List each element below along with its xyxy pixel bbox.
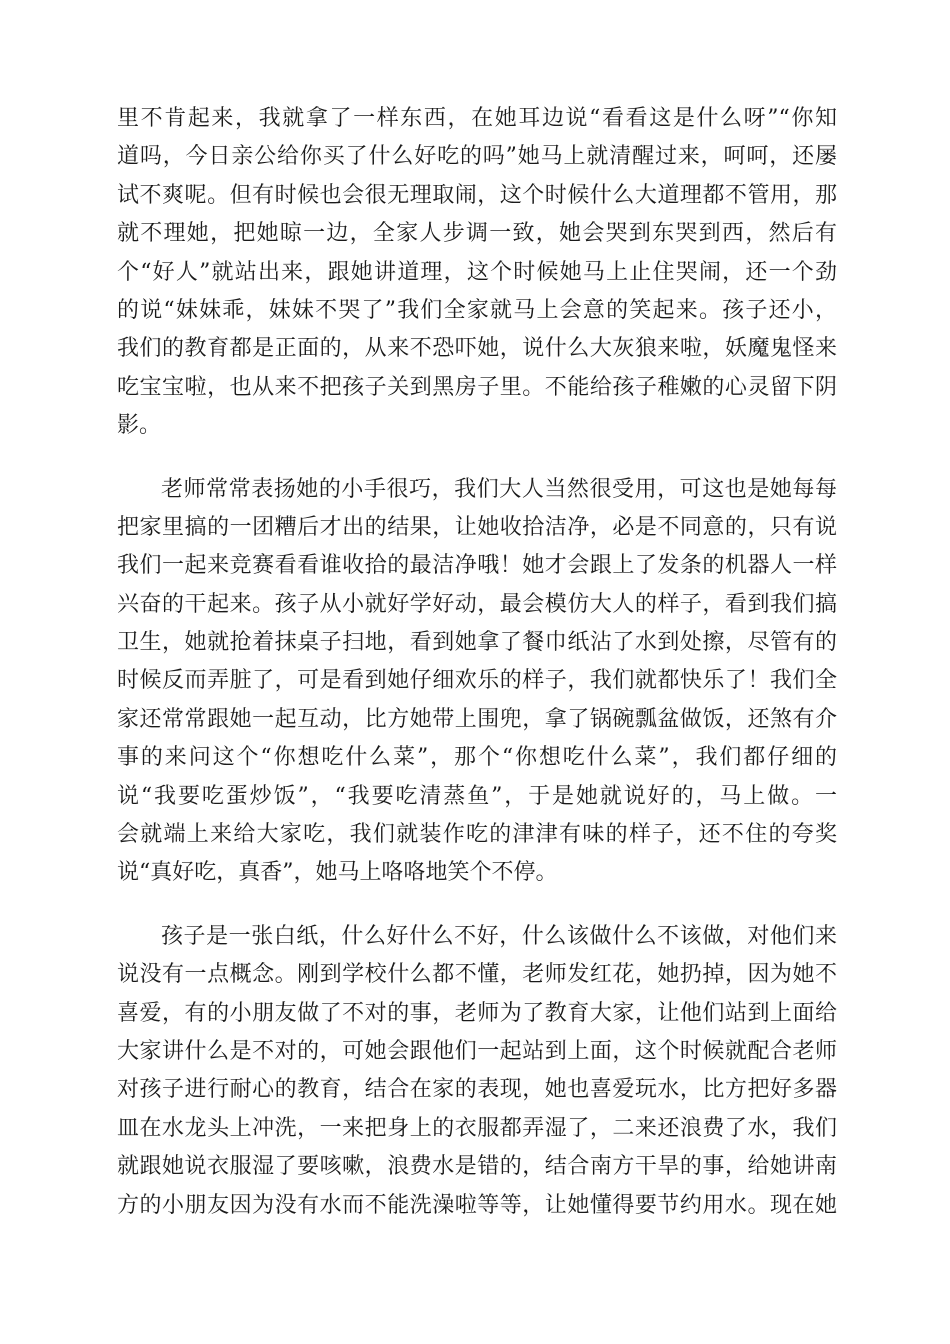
text-line: 把家里搞的一团糟后才出的结果，让她收拾洁净，必是不同意的，只有说 <box>117 514 837 540</box>
text-line: 皿在水龙头上冲洗，一来把身上的衣服都弄湿了，二来还浪费了水，我们 <box>117 1115 837 1141</box>
text-line: 事的来问这个“你想吃什么菜”，那个“你想吃什么菜”，我们都仔细的 <box>117 745 837 771</box>
text-line: 家还常常跟她一起互动，比方她带上围兜，拿了锅碗瓢盆做饭，还煞有介 <box>117 706 837 732</box>
text-line: 我们的教育都是正面的，从来不恐吓她，说什么大灰狼来啦，妖魔鬼怪来 <box>117 336 837 362</box>
text-line: 方的小朋友因为没有水而不能洗澡啦等等，让她懂得要节约用水。现在她 <box>117 1192 837 1218</box>
text-line: 时候反而弄脏了，可是看到她仔细欢乐的样子，我们就都快乐了！我们全 <box>117 668 837 694</box>
text-line: 影。 <box>117 413 162 439</box>
text-line: 说“真好吃，真香”，她马上咯咯地笑个不停。 <box>117 860 558 886</box>
text-line: 道吗，今日亲公给你买了什么好吃的吗”她马上就清醒过来，呵呵，还屡 <box>117 144 837 170</box>
text-line: 说“我要吃蛋炒饭”，“我要吃清蒸鱼”，于是她就说好的，马上做。一 <box>117 783 837 809</box>
text-line: 老师常常表扬她的小手很巧，我们大人当然很受用，可这也是她每每 <box>161 476 837 502</box>
paragraph-1 <box>117 100 837 446</box>
text-line: 个“好人”就站出来，跟她讲道理，这个时候她马上止住哭闹，还一个劲 <box>117 259 837 285</box>
text-line: 就不理她，把她晾一边，全家人步调一致，她会哭到东哭到西，然后有 <box>117 221 837 247</box>
paragraph-spacing <box>117 446 837 471</box>
document-body <box>117 100 837 1225</box>
text-line: 试不爽呢。但有时候也会很无理取闹，这个时候什么大道理都不管用，那 <box>117 182 837 208</box>
text-line: 的说“妹妹乖，妹妹不哭了”我们全家就马上会意的笑起来。孩子还小， <box>117 297 837 323</box>
text-line: 会就端上来给大家吃，我们就装作吃的津津有味的样子，还不住的夸奖 <box>117 822 837 848</box>
text-line: 说没有一点概念。刚到学校什么都不懂，老师发红花，她扔掉，因为她不 <box>117 962 837 988</box>
text-line: 我们一起来竞赛看看谁收拾的最洁净哦！她才会跟上了发条的机器人一样 <box>117 553 837 579</box>
text-line: 兴奋的干起来。孩子从小就好学好动，最会模仿大人的样子，看到我们搞 <box>117 591 837 617</box>
text-line: 孩子是一张白纸，什么好什么不好，什么该做什么不该做，对他们来 <box>161 923 837 949</box>
text-line: 喜爱，有的小朋友做了不对的事，老师为了教育大家，让他们站到上面给 <box>117 1000 837 1026</box>
text-line: 吃宝宝啦，也从来不把孩子关到黑房子里。不能给孩子稚嫩的心灵留下阴 <box>117 374 837 400</box>
text-line: 对孩子进行耐心的教育，结合在家的表现，她也喜爱玩水，比方把好多器 <box>117 1077 837 1103</box>
paragraph-spacing <box>117 893 837 918</box>
paragraph-2 <box>117 471 837 893</box>
text-line: 卫生，她就抢着抹桌子扫地，看到她拿了餐巾纸沾了水到处擦，尽管有的 <box>117 630 837 656</box>
text-line: 大家讲什么是不对的，可她会跟他们一起站到上面，这个时候就配合老师 <box>117 1038 837 1064</box>
paragraph-3 <box>117 918 837 1225</box>
text-line: 里不肯起来，我就拿了一样东西，在她耳边说“看看这是什么呀”“你知 <box>117 106 837 131</box>
text-line: 就跟她说衣服湿了要咳嗽，浪费水是错的，结合南方干旱的事，给她讲南 <box>117 1154 837 1180</box>
